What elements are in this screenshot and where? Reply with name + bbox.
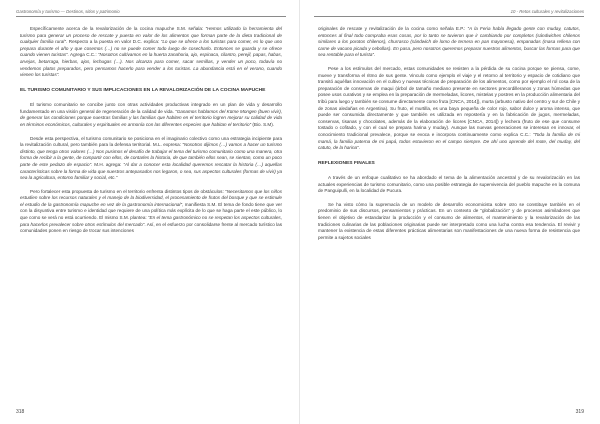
left-header-rule [16,16,286,17]
left-running-head: Gastronomía y turismo — Destinos, sitios y patrimonio [16,9,120,14]
right-paragraph: originales de rescate y revitalización de la cocina como señala E.P.: “A la Feria había llegado gente con muday, catutos, entonces al final todo compraba esas cosas, por lo tanto se tuvieron que ir cambiando por completos (sándwiches chilenos similares a los porotos chilenos), churrasco (sándwich de lomo de ternera en pan mayonesa), empanadas (masa rellena con carne de vacuno picada y cebollas). En pasa, pero nosotros queremos preparar nuestros alimentos, buscar las formas para que sea rentable para el turista”. [318,26,581,58]
right-page-number: 319 [575,409,584,415]
section-heading-turismo: EL TURISMO COMUNITARIO Y SUS IMPLICACIONES EN LA REVALORIZACIÓN DE LA COCINA MAPUCHE [20,87,266,93]
right-paragraph: Se ha visto cómo la supremacía de un modelo de desarrollo economicista sobre otro se constituye también en el predominio de sus discursos, pensamientos y prácticas. En un contexto de “globalización” y de procesos asimiladores que tienen el objetivo de estandarizar la producción y el consumo de alimentos, el mantenimiento y la revalorización de las tradiciones culinarias de las poblaciones originarias puede ser interpretado como una lucha contra esa tendencia. El revivir y mantener la existencia de estas diferentes prácticas alimentarias son manifestaciones de una nueva forma de resistencia que permite a sujetos sociales [318,201,580,240]
left-page-number: 318 [16,409,25,415]
right-header-rule [314,16,584,17]
left-paragraph: Desde esta perspectiva, el turismo comunitario se posiciona en el imaginario colectivo como una estrategia incipiente para la revitalización cultural, pero también para la defensa territorial. M.L. expresa: “Nosotros dijimos (…) vamos a hacer un turismo distinto, que tenga otros valores (…) Nos pusimos el desafío de trabajar el tema del turismo comunitario como una manera, otra forma de recibir a la gente, de compartir con ellos, de contarles la historia, de que también ellos sean, se sientan, como un poco parte de este pedazo de espacio”. M.H. agrega: “Al dar a conocer esta localidad queremos rescatar la historia (…) aquellas características sobre la forma de vida que nuestros antepasados nos legaron, o sea, sus aspectos culturales (formas de vivir) ya sea la agricultura, entorno familiar y social, etc.” [20,135,282,181]
right-page [300,0,600,424]
right-paragraph: Pese a los estímulos del mercado, estas comunidades se resisten a la pérdida de su cocina porque se piensa, come, mueve y transforma el ritmo de sus gente. Vinculo como ejemplo el viaje y el retorno al territorio y espacio de cotidiano que transitó aquéllas innovación en el cultivo y nuevas técnicas de preparación de los alimentos, como por ejemplo el rol cosa de la preparación de conservas de maqui (árbol de tamaño mediano presente en sectores precordilleranos y zonas húmedas que posee usos curativos y se emplea en la preparación de mermeladas, licores, mistelas y postres en la producción alimentaria del tribú para luego y también se consume directamente como fruta [CNCA, 2014]), murta (arbusto nativo del centro y sur de Chile y de zonas aledañas en Argentina). Su fruto, el murtilla, es una baya pequeña de color rojo, sabor dulce y aroma intenso, que puede ser consumida directamente y que también es utilizada en repostería y en la fabricación de jugos, mermeladas, conservas, tisanas y chocolates, además de la elaboración de licores [CNCA, 2014]) y lechera (fruto de ese que consume tostado o cofitado, y con el cual se prepara harina y muday). Aunque las nuevas generaciones se interesan en innovar, el conocimiento tradicional prevalece, porque se evoca e incorpora continuamente como explica C.C.: “Toda la familia de mi mamá, la familia paterna de mi papá, todos estuvieron en el campo siempre. De ahí uno aprende del mote, del muday, del catuto, de la harina”. [318,65,580,151]
right-paragraph: A través de un enfoque cualitativo se ha abordado el tema de la alimentación ancestral y de su revalorización en las actuales experiencias de turismo comunitario, como una posible estrategia de supervivencia del pueblo mapuche en la comuna de Panguipulli, en la localidad de Pucura. [318,175,580,194]
right-body [318,26,580,248]
section-heading-reflexiones: REFLEXIONES FINALES [318,160,375,166]
right-running-head: 10 - Retos culturales y revitalizaciones [510,9,584,14]
left-paragraph: Pero fortalecer esta propuesta de turismo en el territorio enfrenta distintos tipos de obstáculos: “Necesitamos que los niños estudien sobre los recursos naturales y el manejo de la biodiversidad, el procesamiento de frutos del bosque y que se estimule el estudio de la gastronomía mapuche en vez de la gastronomía internacional”, manifiesta S.M. El tema de fondo tiene que ver con la disyuntiva entre turismo e identidad que requiere de una política más explícita de lo que se haga parte el este público, lo que como se verá no está ocurriendo. El mismo S.M. plantea: “En el tema gastronómico no se respetan los aspectos culturales, para hacerlos prevalecer sobre otros estímulos del mercado”. Así, en el esfuerzo por consolidarse frente al mercado turístico las comunidades ponen en riesgo de trocar sus intenciones [20,188,282,234]
left-body [20,26,282,242]
left-paragraph: Específicamente acerca de la revalorización de la cocina mapuche S.M. señala: “Hemos utilizado la herramienta del turismo para generar un proceso de rescate y puesta en valor de los alimentos que forman parte de la dieta tradicional de cualquier familia rural”. Respecto a la puesta en valor D.C. explica: “Lo que se ofrece a los turistas para comer, es lo que uno prepara durante el año y que cosemos (…) no se puede comer todo luego de cosecharlo. Entonces se guarda y se ofrece cuando vienen turistas”. Agrega C.C.: “Nosotros cultivamos en la huerta zanahoria, ajo, espinaca, cilantro, perejil, papas, habas, arvejas, betarraga, hierbas, ajos, lechugas (…). Nos alcanza para comer, sacar semillas, y vender un poco, todavía no vendemos platos preparados, pero pensamos hacerlo para vender a los turistas. La abundancia está en el verano, cuando vienen los turistas”. [20,26,282,78]
left-paragraph: El turismo comunitario se concibe junto con otras actividades productivas integrado en un plan de vida y desarrollo fundamentado en una visión general de regeneración de la calidad de vida. “Ganamos hablamos del Küme Mongen (buen vivir), de generar las condiciones porque nuestras familias y las familias que habiten en el territorio logren mejorar su calidad de vida en términos económicos, culturales y espirituales en armonía con las diferentes especies que habitan el territorio” (Bio. S.M). [20,102,282,127]
